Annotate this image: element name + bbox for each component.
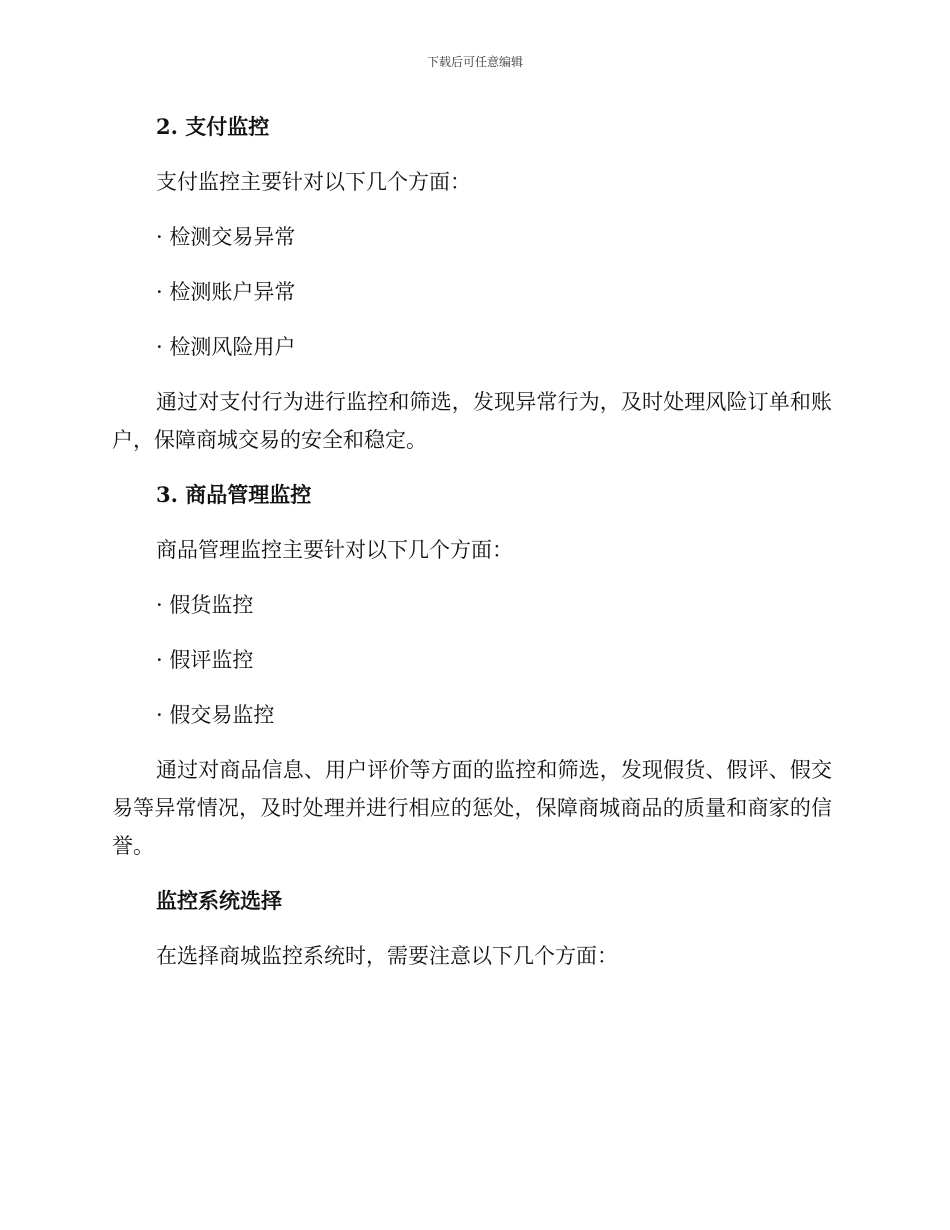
section-payment-monitoring: [112, 108, 832, 459]
section-goods-monitoring: [112, 476, 832, 865]
bullet-item: · 假交易监控: [156, 703, 275, 727]
bullet-item: · 假货监控: [156, 593, 254, 617]
bullet-item: · 检测账户异常: [156, 280, 296, 304]
section-heading: 2. 支付监控: [156, 114, 270, 139]
page-header: 下载后可任意编辑: [426, 55, 523, 69]
section-intro: 在选择商城监控系统时，需要注意以下几个方面：: [156, 944, 618, 968]
bullet-item: · 检测风险用户: [156, 335, 296, 359]
section-heading: 监控系统选择: [156, 888, 282, 913]
bullet-item: · 检测交易异常: [156, 225, 296, 249]
bullet-item: · 假评监控: [156, 648, 254, 672]
section-intro: 商品管理监控主要针对以下几个方面：: [156, 538, 513, 562]
section-system-selection: [112, 882, 832, 975]
section-heading: 3. 商品管理监控: [156, 482, 312, 507]
document-body: [112, 108, 832, 992]
section-summary: 通过对支付行为进行监控和筛选，发现异常行为，及时处理风险订单和账户，保障商城交易的安全和稳定。: [112, 390, 832, 452]
section-intro: 支付监控主要针对以下几个方面：: [156, 170, 471, 194]
section-summary: 通过对商品信息、用户评价等方面的监控和筛选，发现假货、假评、假交易等异常情况，及时处理并进行相应的惩处，保障商城商品的质量和商家的信誉。: [112, 758, 832, 858]
